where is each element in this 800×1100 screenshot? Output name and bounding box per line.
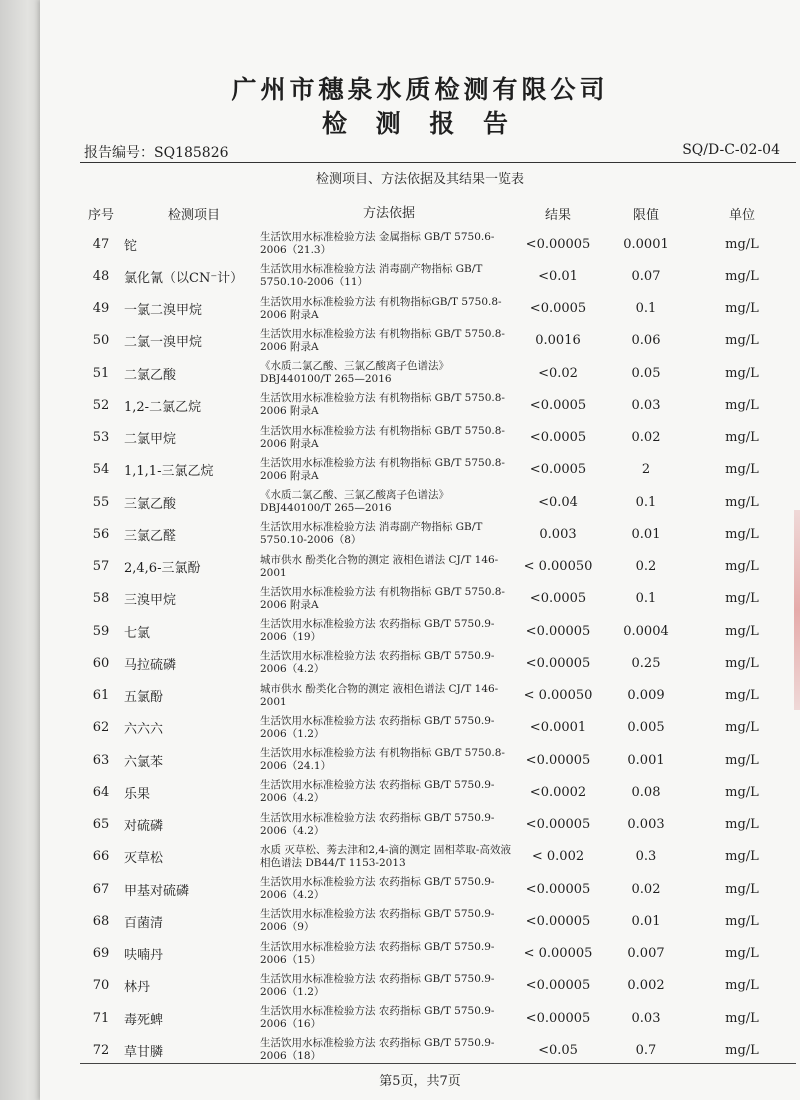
row-result: <0.0002 bbox=[529, 784, 587, 800]
row-limit: 0.3 bbox=[635, 849, 657, 865]
row-unit: mg/L bbox=[725, 688, 759, 704]
row-unit: mg/L bbox=[725, 462, 759, 478]
row-item: 1,2-二氯乙烷 bbox=[124, 399, 202, 415]
row-result: <0.02 bbox=[538, 365, 578, 381]
row-result: <0.00005 bbox=[525, 978, 591, 994]
row-no: 49 bbox=[92, 301, 110, 317]
row-method: 水质 灭草松、莠去津和2,4-滴的测定 固相萃取-高效液相色谱法 DB44/T 1153-2013 bbox=[260, 843, 511, 869]
row-unit: mg/L bbox=[725, 784, 759, 800]
row-no: 63 bbox=[92, 752, 110, 768]
row-item: 甲基对硫磷 bbox=[124, 883, 190, 899]
row-item: 2,4,6-三氯酚 bbox=[124, 561, 201, 577]
row-method: 生活饮用水标准检验方法 消毒副产物指标 GB/T 5750.10-2006（11） bbox=[260, 263, 483, 289]
row-item: 对硫磷 bbox=[124, 819, 164, 835]
row-item: 1,1,1-三氯乙烷 bbox=[124, 464, 214, 480]
row-unit: mg/L bbox=[725, 913, 759, 929]
row-limit: 0.7 bbox=[635, 1042, 657, 1058]
row-item: 百菌清 bbox=[124, 915, 164, 931]
table-row bbox=[40, 357, 800, 389]
row-result: <0.00005 bbox=[525, 881, 591, 897]
row-no: 65 bbox=[92, 817, 110, 833]
report-title: 检 测 报 告 bbox=[321, 109, 519, 138]
row-method: 《水质二氯乙酸、三氯乙酸离子色谱法》 DBJ440100/T 265—2016 bbox=[260, 360, 449, 386]
row-limit: 0.1 bbox=[635, 591, 657, 607]
table-row bbox=[40, 293, 800, 325]
seal-stamp-edge bbox=[794, 510, 800, 710]
row-no: 48 bbox=[92, 268, 110, 284]
row-item: 六氯苯 bbox=[124, 754, 164, 770]
row-result: <0.0005 bbox=[529, 591, 587, 607]
row-item: 马拉硫磷 bbox=[124, 657, 177, 673]
table-row bbox=[40, 1034, 800, 1066]
row-result: <0.0001 bbox=[529, 720, 587, 736]
row-no: 72 bbox=[92, 1042, 110, 1058]
row-item: 草甘膦 bbox=[124, 1044, 164, 1060]
row-result: <0.0005 bbox=[529, 397, 587, 413]
row-result: <0.00005 bbox=[525, 752, 591, 768]
row-no: 61 bbox=[92, 688, 110, 704]
row-result: < 0.00050 bbox=[523, 688, 593, 704]
row-limit: 0.03 bbox=[631, 397, 661, 413]
row-unit: mg/L bbox=[725, 1010, 759, 1026]
binding-edge bbox=[0, 0, 40, 1100]
row-limit: 0.02 bbox=[631, 881, 661, 897]
row-limit: 0.25 bbox=[631, 655, 661, 671]
table-row bbox=[40, 712, 800, 744]
table-title: 检测项目、方法依据及其结果一览表 bbox=[315, 172, 524, 187]
table-row bbox=[40, 228, 800, 260]
row-no: 69 bbox=[92, 946, 110, 962]
table-row bbox=[40, 486, 800, 518]
row-unit: mg/L bbox=[725, 720, 759, 736]
row-limit: 0.003 bbox=[627, 817, 665, 833]
row-item: 一氯二溴甲烷 bbox=[124, 303, 203, 319]
row-result: < 0.002 bbox=[531, 849, 585, 865]
row-no: 55 bbox=[92, 494, 110, 510]
row-method: 城市供水 酚类化合物的测定 液相色谱法 CJ/T 146-2001 bbox=[260, 553, 499, 579]
row-item: 三氯乙酸 bbox=[124, 496, 177, 512]
row-no: 51 bbox=[92, 365, 110, 381]
row-item: 灭草松 bbox=[124, 851, 164, 867]
table-row bbox=[40, 744, 800, 776]
row-method: 生活饮用水标准检验方法 农药指标 GB/T 5750.9-2006（1.2） bbox=[260, 972, 495, 998]
row-no: 58 bbox=[92, 591, 110, 607]
row-limit: 0.05 bbox=[631, 365, 661, 381]
row-item: 毒死蜱 bbox=[124, 1012, 164, 1028]
table-row bbox=[40, 1002, 800, 1034]
row-item: 呋喃丹 bbox=[124, 948, 164, 964]
row-unit: mg/L bbox=[725, 623, 759, 639]
table-row bbox=[40, 776, 800, 808]
table-row bbox=[40, 260, 800, 292]
row-no: 52 bbox=[92, 397, 110, 413]
row-result: <0.00005 bbox=[525, 913, 591, 929]
row-no: 50 bbox=[92, 333, 110, 349]
row-limit: 0.0004 bbox=[623, 623, 669, 639]
table-row bbox=[40, 422, 800, 454]
row-result: < 0.00005 bbox=[523, 946, 593, 962]
row-item: 三溴甲烷 bbox=[124, 593, 177, 609]
row-result: <0.00005 bbox=[525, 236, 591, 252]
row-limit: 0.01 bbox=[631, 526, 661, 542]
row-method: 生活饮用水标准检验方法 农药指标 GB/T 5750.9-2006（9） bbox=[260, 908, 495, 934]
row-no: 56 bbox=[92, 526, 110, 542]
row-unit: mg/L bbox=[725, 752, 759, 768]
page-footer: 第5页，共7页 bbox=[379, 1074, 461, 1089]
row-unit: mg/L bbox=[725, 591, 759, 607]
row-method: 生活饮用水标准检验方法 农药指标 GB/T 5750.9-2006（19） bbox=[260, 618, 495, 644]
row-method: 生活饮用水标准检验方法 农药指标 GB/T 5750.9-2006（4.2） bbox=[260, 876, 495, 902]
row-method: 生活饮用水标准检验方法 农药指标 GB/T 5750.9-2006（16） bbox=[260, 1005, 495, 1031]
row-unit: mg/L bbox=[725, 301, 759, 317]
document-code: SQ/D-C-02-04 bbox=[682, 142, 780, 158]
header-unit: 单位 bbox=[728, 207, 755, 223]
table-row bbox=[40, 970, 800, 1002]
row-no: 57 bbox=[92, 559, 110, 575]
row-result: <0.00005 bbox=[525, 655, 591, 671]
header-no: 序号 bbox=[87, 207, 114, 223]
row-item: 三氯乙醛 bbox=[124, 528, 177, 544]
row-result: <0.00005 bbox=[525, 817, 591, 833]
table-row bbox=[40, 938, 800, 970]
row-method: 生活饮用水标准检验方法 农药指标 GB/T 5750.9-2006（4.2） bbox=[260, 650, 495, 676]
row-result: <0.01 bbox=[538, 268, 578, 284]
row-method: 生活饮用水标准检验方法 消毒副产物指标 GB/T 5750.10-2006（8） bbox=[260, 521, 483, 547]
row-no: 47 bbox=[92, 236, 110, 252]
row-limit: 0.02 bbox=[631, 430, 661, 446]
row-method: 生活饮用水标准检验方法 农药指标 GB/T 5750.9-2006（4.2） bbox=[260, 779, 495, 805]
row-unit: mg/L bbox=[725, 365, 759, 381]
row-limit: 0.007 bbox=[627, 946, 665, 962]
row-unit: mg/L bbox=[725, 1042, 759, 1058]
row-limit: 0.1 bbox=[635, 494, 657, 510]
row-result: <0.00005 bbox=[525, 1010, 591, 1026]
row-result: < 0.00050 bbox=[523, 559, 593, 575]
row-limit: 0.1 bbox=[635, 301, 657, 317]
row-method: 《水质二氯乙酸、三氯乙酸离子色谱法》 DBJ440100/T 265—2016 bbox=[260, 489, 449, 515]
table-row bbox=[40, 680, 800, 712]
table-row bbox=[40, 647, 800, 679]
row-item: 二氯甲烷 bbox=[124, 432, 177, 448]
table-body bbox=[40, 228, 800, 1067]
header-limit: 限值 bbox=[632, 207, 659, 223]
row-limit: 0.002 bbox=[627, 978, 665, 994]
row-item: 六六六 bbox=[124, 722, 164, 738]
table-row bbox=[40, 454, 800, 486]
table-row bbox=[40, 873, 800, 905]
report-page bbox=[40, 0, 800, 1100]
row-item: 二氯乙酸 bbox=[124, 367, 177, 383]
row-method: 生活饮用水标准检验方法 有机物指标GB/T 5750.8-2006 附录A bbox=[260, 295, 502, 321]
row-no: 68 bbox=[92, 913, 110, 929]
table-row bbox=[40, 583, 800, 615]
row-method: 生活饮用水标准检验方法 有机物指标 GB/T 5750.8-2006 附录A bbox=[260, 327, 505, 353]
row-limit: 0.009 bbox=[627, 688, 665, 704]
row-unit: mg/L bbox=[725, 817, 759, 833]
row-unit: mg/L bbox=[725, 946, 759, 962]
row-no: 64 bbox=[92, 784, 110, 800]
row-method: 生活饮用水标准检验方法 农药指标 GB/T 5750.9-2006（4.2） bbox=[260, 811, 495, 837]
table-row bbox=[40, 615, 800, 647]
row-limit: 0.001 bbox=[627, 752, 665, 768]
row-method: 生活饮用水标准检验方法 有机物指标 GB/T 5750.8-2006（24.1） bbox=[260, 747, 505, 773]
row-no: 60 bbox=[92, 655, 110, 671]
row-result: <0.0005 bbox=[529, 430, 587, 446]
row-limit: 0.07 bbox=[631, 268, 661, 284]
row-item: 乐果 bbox=[124, 786, 151, 802]
row-no: 59 bbox=[92, 623, 110, 639]
table-row bbox=[40, 809, 800, 841]
row-item: 林丹 bbox=[124, 980, 151, 996]
row-no: 54 bbox=[92, 462, 110, 478]
row-unit: mg/L bbox=[725, 397, 759, 413]
row-method: 生活饮用水标准检验方法 金属指标 GB/T 5750.6-2006（21.3） bbox=[260, 231, 495, 257]
row-no: 62 bbox=[92, 720, 110, 736]
report-number: 报告编号：SQ185826 bbox=[84, 145, 229, 161]
table-row bbox=[40, 518, 800, 550]
row-limit: 0.01 bbox=[631, 913, 661, 929]
row-unit: mg/L bbox=[725, 494, 759, 510]
row-method: 生活饮用水标准检验方法 农药指标 GB/T 5750.9-2006（18） bbox=[260, 1037, 495, 1063]
row-unit: mg/L bbox=[725, 849, 759, 865]
footer-divider bbox=[80, 1063, 796, 1064]
row-method: 生活饮用水标准检验方法 有机物指标 GB/T 5750.8-2006 附录A bbox=[260, 392, 505, 418]
row-method: 生活饮用水标准检验方法 有机物指标 GB/T 5750.8-2006 附录A bbox=[260, 424, 505, 450]
table-row bbox=[40, 905, 800, 937]
row-unit: mg/L bbox=[725, 236, 759, 252]
row-no: 71 bbox=[92, 1010, 110, 1026]
table-row bbox=[40, 325, 800, 357]
row-result: <0.04 bbox=[538, 494, 578, 510]
row-method: 生活饮用水标准检验方法 有机物指标 GB/T 5750.8-2006 附录A bbox=[260, 456, 505, 482]
header-divider bbox=[80, 162, 796, 163]
row-result: 0.0016 bbox=[535, 333, 581, 349]
row-unit: mg/L bbox=[725, 655, 759, 671]
row-result: <0.0005 bbox=[529, 462, 587, 478]
row-method: 生活饮用水标准检验方法 农药指标 GB/T 5750.9-2006（1.2） bbox=[260, 714, 495, 740]
row-unit: mg/L bbox=[725, 559, 759, 575]
row-no: 70 bbox=[92, 978, 110, 994]
row-item: 五氯酚 bbox=[124, 690, 164, 706]
row-result: <0.05 bbox=[538, 1042, 578, 1058]
row-limit: 0.03 bbox=[631, 1010, 661, 1026]
row-method: 生活饮用水标准检验方法 农药指标 GB/T 5750.9-2006（15） bbox=[260, 940, 495, 966]
table-row bbox=[40, 841, 800, 873]
row-item: 七氯 bbox=[124, 625, 151, 641]
results-table bbox=[40, 198, 800, 1067]
row-item: 二氯一溴甲烷 bbox=[124, 335, 203, 351]
row-limit: 0.0001 bbox=[623, 236, 669, 252]
row-no: 53 bbox=[92, 430, 110, 446]
header-item: 检测项目 bbox=[168, 207, 221, 223]
company-name: 广州市穗泉水质检测有限公司 bbox=[231, 75, 609, 104]
row-method: 城市供水 酚类化合物的测定 液相色谱法 CJ/T 146-2001 bbox=[260, 682, 499, 708]
row-item: 氯化氰（以CN⁻计） bbox=[124, 270, 244, 286]
row-limit: 0.08 bbox=[631, 784, 661, 800]
row-no: 66 bbox=[92, 849, 110, 865]
table-header bbox=[40, 198, 800, 228]
row-result: <0.0005 bbox=[529, 301, 587, 317]
header-result: 结果 bbox=[544, 207, 571, 223]
row-item: 铊 bbox=[124, 238, 138, 254]
row-result: <0.00005 bbox=[525, 623, 591, 639]
row-limit: 0.06 bbox=[631, 333, 661, 349]
row-unit: mg/L bbox=[725, 268, 759, 284]
table-row bbox=[40, 389, 800, 421]
row-unit: mg/L bbox=[725, 526, 759, 542]
row-unit: mg/L bbox=[725, 978, 759, 994]
row-limit: 0.2 bbox=[635, 559, 657, 575]
table-row bbox=[40, 551, 800, 583]
row-unit: mg/L bbox=[725, 881, 759, 897]
row-limit: 2 bbox=[641, 462, 651, 478]
row-method: 生活饮用水标准检验方法 有机物指标 GB/T 5750.8-2006 附录A bbox=[260, 585, 505, 611]
row-limit: 0.005 bbox=[627, 720, 665, 736]
row-unit: mg/L bbox=[725, 430, 759, 446]
row-unit: mg/L bbox=[725, 333, 759, 349]
header-method: 方法依据 bbox=[362, 205, 415, 221]
row-no: 67 bbox=[92, 881, 110, 897]
row-result: 0.003 bbox=[539, 526, 577, 542]
